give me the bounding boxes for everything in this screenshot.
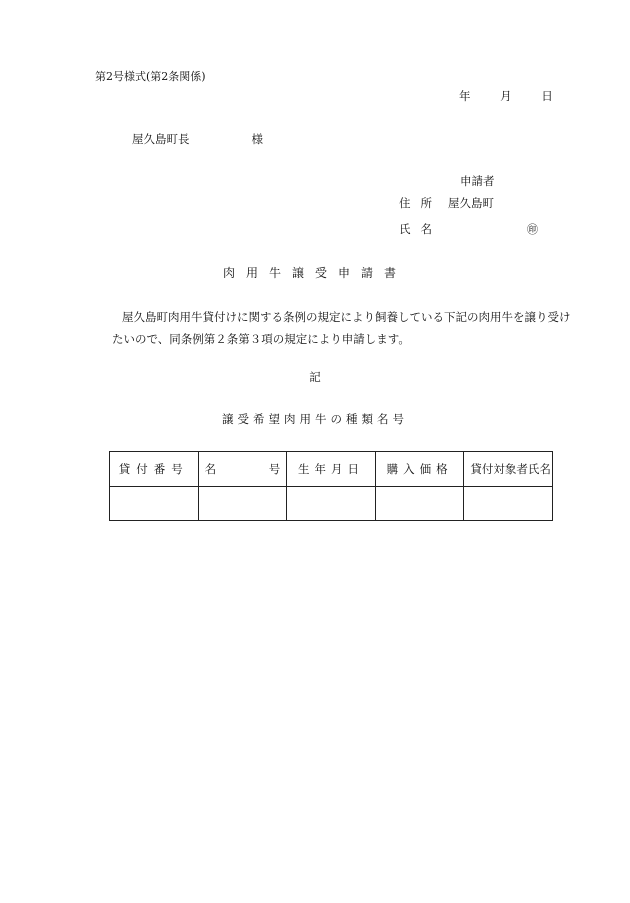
record-mark: 記	[309, 370, 321, 384]
addressee-name: 屋久島町長	[132, 132, 190, 146]
cattle-table	[109, 451, 553, 521]
header-name	[198, 452, 287, 487]
cell-birth-date	[287, 487, 376, 521]
applicant-address-row	[399, 195, 494, 211]
applicant-name-row	[399, 221, 442, 237]
date-year: 年	[459, 89, 471, 103]
addressee-honorific: 様	[251, 132, 263, 146]
table-row	[110, 487, 553, 521]
date-day: 日	[541, 89, 553, 103]
table-header-row	[110, 452, 553, 487]
seal-mark: ㊞	[527, 223, 538, 236]
header-name-right: 号	[268, 462, 281, 476]
header-name-left: 名	[204, 462, 217, 476]
addressee	[132, 131, 263, 147]
cell-name	[198, 487, 287, 521]
header-borrower-name: 貸付対象者氏名	[464, 452, 553, 487]
header-birth-date: 生年月日	[287, 452, 376, 487]
table-subtitle: 譲受希望肉用牛の種類名号	[222, 412, 408, 426]
header-loan-number: 貸付番号	[110, 452, 199, 487]
address-value: 屋久島町	[448, 196, 494, 210]
date-month: 月	[500, 89, 512, 103]
applicant-label: 申請者	[460, 174, 495, 188]
address-label: 住所	[399, 196, 442, 210]
date-line	[459, 88, 553, 104]
header-purchase-price: 購入価格	[375, 452, 464, 487]
cell-purchase-price	[375, 487, 464, 521]
name-label: 氏名	[399, 222, 442, 236]
cell-borrower-name	[464, 487, 553, 521]
form-number: 第2号様式(第2条関係)	[95, 70, 206, 83]
body-text: 屋久島町肉用牛貸付けに関する条例の規定により飼養している下記の肉用牛を譲り受けたいので、同条例第２条第３項の規定により申請します。	[112, 310, 571, 346]
document-title: 肉用牛譲受申請書	[222, 266, 407, 280]
cell-loan-number	[110, 487, 199, 521]
